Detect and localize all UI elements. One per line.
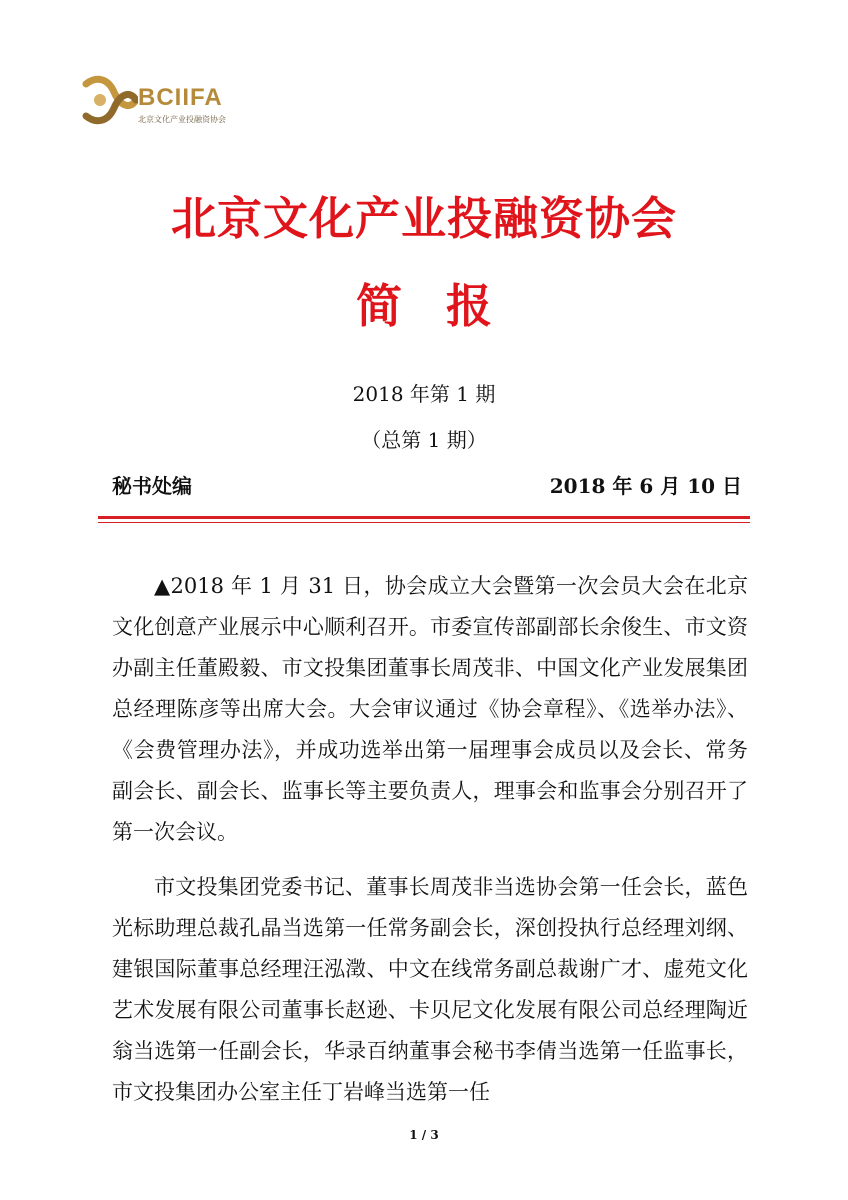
logo-wordmark: BCIIFA bbox=[138, 84, 223, 111]
total-issue-number: （总第 1 期） bbox=[361, 428, 487, 452]
document-title: 北京文化产业投融资协会 bbox=[170, 192, 677, 245]
page-number: 1 / 3 bbox=[409, 1128, 439, 1142]
publish-date: 2018 年 6 月 10 日 bbox=[549, 474, 742, 498]
association-logo bbox=[80, 70, 250, 130]
body-paragraph: 市文投集团党委书记、董事长周茂非当选协会第一任会长，蓝色光标助理总裁孔晶当选第一任常务副会长，深创投执行总经理刘纲、建银国际董事总经理汪泓澂、中文在线常务副总裁谢广才、虚苑文化艺术发展有限公司董事长赵逊、卡贝尼文化发展有限公司总经理陶近翁当选第一任副会长，华录百纳董事会秘书李倩当选第一任监事长，市文投集团办公室主任丁岩峰当选第一任 bbox=[112, 875, 748, 1104]
body-paragraph: ▲2018 年 1 月 31 日，协会成立大会暨第一次会员大会在北京文化创意产业展示中心顺利召开。市委宣传部副部长余俊生、市文资办副主任董殿毅、市文投集团董事长周茂非、中国文化产业发展集团总经理陈彦等出席大会。大会审议通过《协会章程》、《选举办法》、《会费管理办法》，并成功选举出第一届理事会成员以及会长、常务副会长、副会长、监事长等主要负责人，理事会和监事会分别召开了第一次会议。 bbox=[112, 574, 748, 844]
editor-label: 秘书处编 bbox=[112, 474, 192, 498]
logo-subtitle: 北京文化产业投融资协会 bbox=[138, 115, 226, 124]
issue-number: 2018 年第 1 期 bbox=[352, 382, 496, 406]
header-divider-thick bbox=[98, 516, 750, 519]
document-body bbox=[112, 566, 748, 1127]
document-subtitle: 简报 bbox=[356, 279, 536, 333]
logo-emblem-icon bbox=[80, 70, 138, 130]
header-divider-thin bbox=[98, 522, 750, 523]
